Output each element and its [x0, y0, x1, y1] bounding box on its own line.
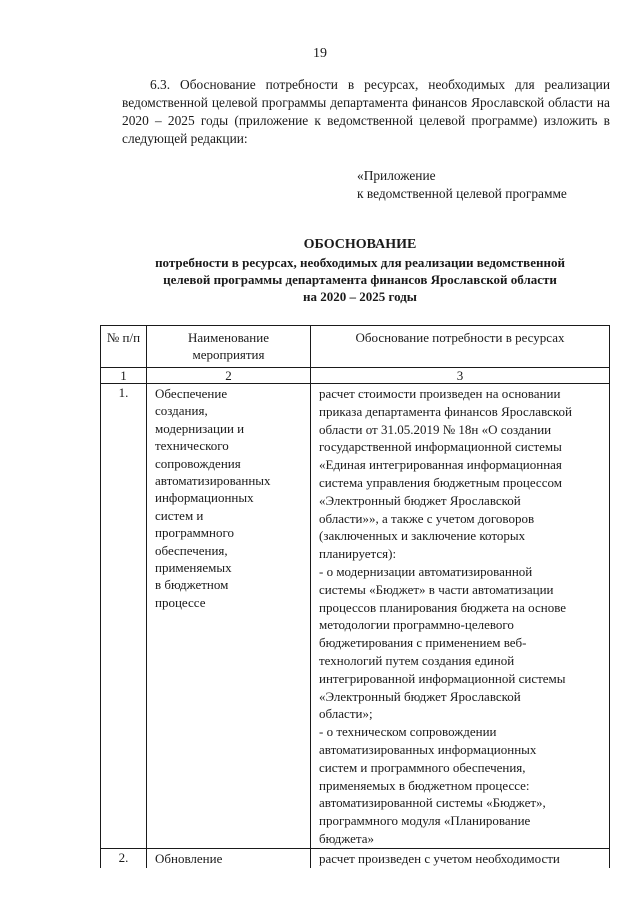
- column-number: 1: [101, 368, 147, 384]
- activity-line: процессе: [155, 594, 206, 610]
- header-activity: Наименование мероприятия: [147, 326, 311, 368]
- justification-line: - о модернизации автоматизированной: [319, 563, 533, 579]
- row-justification: [311, 384, 610, 849]
- heading-title: ОБОСНОВАНИЕ: [303, 237, 417, 252]
- appendix-reference: [357, 167, 617, 203]
- table-header-row: [101, 326, 610, 368]
- column-number: 3: [311, 368, 610, 384]
- justification-line: автоматизированной системы «Бюджет»,: [319, 795, 546, 811]
- justification-line: планируется):: [319, 546, 397, 562]
- justification-line: области»», а также с учетом договоров: [319, 510, 535, 526]
- activity-line: Обновление: [155, 850, 223, 866]
- activity-line: создания,: [155, 403, 208, 419]
- row-number: 2.: [101, 848, 147, 868]
- document-heading: [100, 236, 620, 305]
- table-row: [101, 848, 610, 868]
- justification-line: системы «Бюджет» в части автоматизации: [319, 581, 554, 597]
- row-number: 1.: [101, 384, 147, 849]
- heading-subtitle-line: на 2020 – 2025 годы: [303, 289, 417, 304]
- justification-line: программного модуля «Планирование: [319, 813, 531, 829]
- intro-paragraph: 6.3. Обоснование потребности в ресурсах, необходимых для реализации ведомственной целевой программы департамента финансов Ярославской области на 2020 – 2025 годы (приложение к ведомственной целевой программе) изложить в следующей редакции:: [122, 77, 610, 146]
- justification-line: расчет произведен с учетом необходимости: [319, 850, 560, 866]
- row-activity: [147, 384, 311, 849]
- justification-line: процессов планирования бюджета на основе: [319, 599, 567, 615]
- justification-line: «Единая интегрированная информационная: [319, 457, 562, 473]
- justification-line: система управления бюджетным процессом: [319, 474, 562, 490]
- activity-line: модернизации и: [155, 420, 245, 436]
- justification-line: приказа департамента финансов Ярославской: [319, 403, 573, 419]
- row-justification: [311, 848, 610, 868]
- justification-line: автоматизированных информационных: [319, 741, 537, 757]
- justification-line: бюджета»: [319, 830, 374, 846]
- justification-line: «Электронный бюджет Ярославской: [319, 688, 521, 704]
- justification-line: области»;: [319, 706, 373, 722]
- column-number-row: [101, 368, 610, 384]
- activity-line: технического: [155, 438, 229, 454]
- page-number: 19: [313, 46, 327, 61]
- activity-line: в бюджетном: [155, 577, 229, 593]
- justification-line: методологии программно-целевого: [319, 617, 514, 633]
- justification-line: систем и программного обеспечения,: [319, 759, 526, 775]
- appendix-line: «Приложение: [357, 168, 436, 183]
- column-number: 2: [147, 368, 311, 384]
- row-activity: [147, 848, 311, 868]
- justification-line: технологий путем создания единой: [319, 652, 515, 668]
- activity-line: информационных: [155, 490, 254, 506]
- justification-line: расчет стоимости произведен на основании: [319, 386, 561, 401]
- activity-line: автоматизированных: [155, 473, 271, 489]
- justification-line: (заключенных и заключение которых: [319, 528, 526, 544]
- activity-line: систем и: [155, 507, 204, 523]
- justification-line: государственной информационной системы: [319, 439, 562, 455]
- resources-table: [100, 325, 610, 868]
- heading-subtitle-line: потребности в ресурсах, необходимых для реализации ведомственной: [155, 255, 565, 270]
- activity-line: применяемых: [155, 560, 232, 576]
- justification-line: бюджетирования с применением веб-: [319, 635, 527, 651]
- header-justification: Обоснование потребности в ресурсах: [311, 326, 610, 368]
- justification-line: интегрированной информационной системы: [319, 670, 566, 686]
- table-row: [101, 384, 610, 849]
- activity-line: сопровождения: [155, 455, 241, 471]
- activity-line: Обеспечение: [155, 386, 228, 401]
- justification-line: «Электронный бюджет Ярославской: [319, 492, 521, 508]
- activity-line: обеспечения,: [155, 542, 228, 558]
- header-number: № п/п: [101, 326, 147, 368]
- appendix-line: к ведомственной целевой программе: [357, 186, 567, 201]
- heading-subtitle-line: целевой программы департамента финансов Ярославской области: [163, 272, 557, 287]
- activity-line: программного: [155, 525, 234, 541]
- justification-line: области от 31.05.2019 № 18н «О создании: [319, 421, 552, 437]
- justification-line: применяемых в бюджетном процессе:: [319, 777, 530, 793]
- justification-line: - о техническом сопровождении: [319, 724, 497, 740]
